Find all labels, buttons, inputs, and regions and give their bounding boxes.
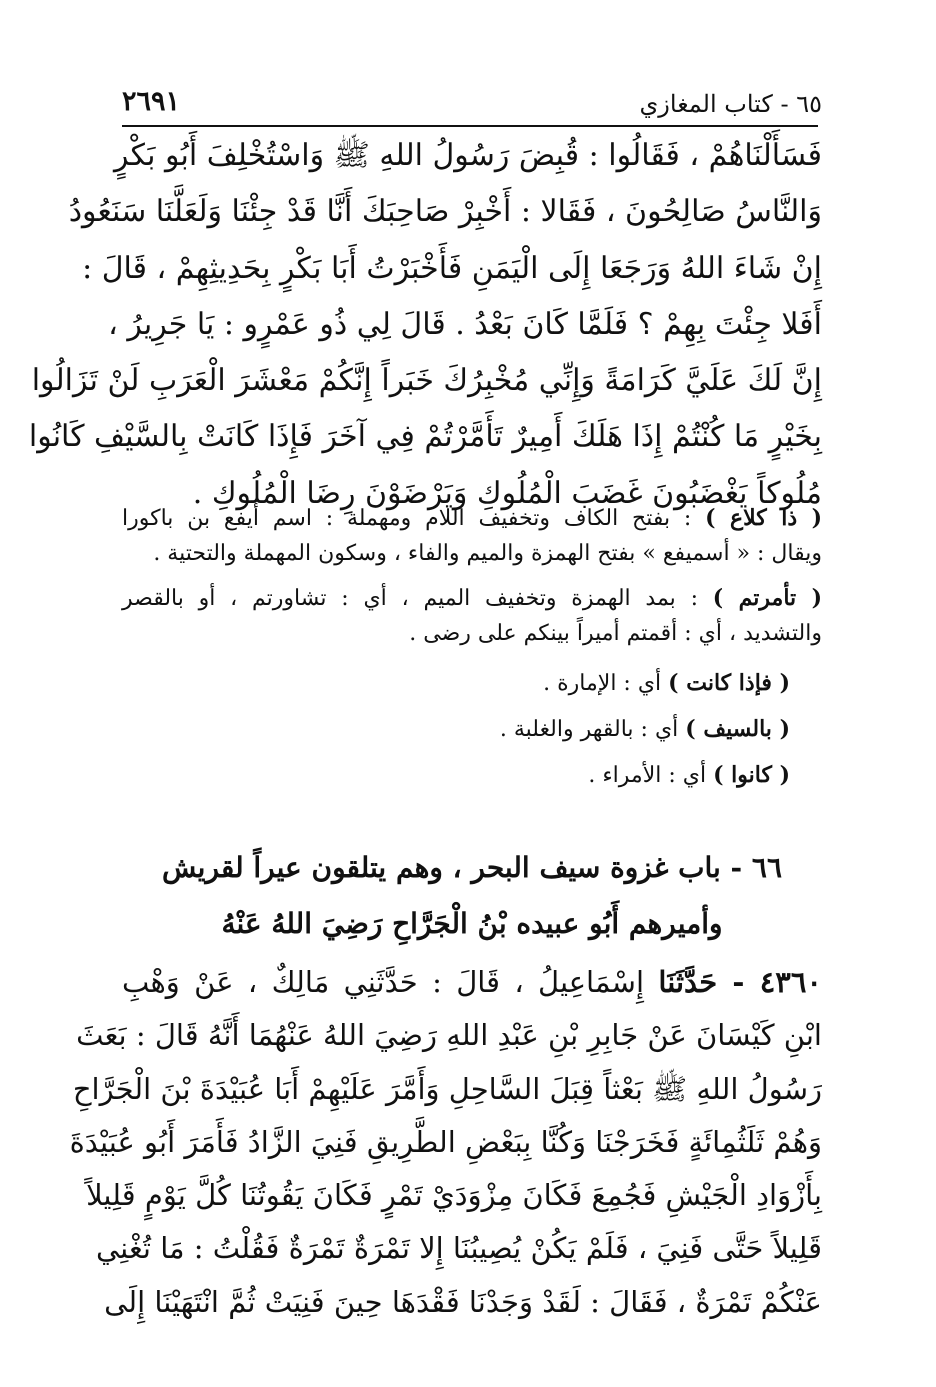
text-line	[122, 956, 822, 1009]
note-line	[122, 500, 822, 536]
note-text: : بفتح الكاف وتخفيف اللام ومهملة : اسم أيفع بن باكورا	[122, 506, 706, 531]
text-line: إِنْ شَاءَ اللهُ وَرَجَعَا إِلَى الْيَمَنِ فَأَخْبَرْتُ أَبَا بَكْرٍ بِحَدِيثِهِمْ ، قَالَ :	[82, 250, 822, 286]
hadith-number: ٤٣٦٠ - حَدَّثَنَا	[658, 965, 822, 999]
note-line	[122, 580, 822, 616]
section-subtitle: وأميرهم أَبُو عبيده بْنُ الْجَرَّاحِ رَضِيَ اللهُ عَنْهُ	[221, 907, 723, 940]
text-line: وَالنَّاسُ صَالِحُونَ ، فَقَالا : أَخْبِرْ صَاحِبَكَ أَنَّا قَدْ جِئْنَا وَلَعَلَّنَا سَنَعُودُ	[68, 194, 822, 230]
note-line: ويقال : « أسميفع » بفتح الهمزة والميم والفاء ، وسكون المهملة والتحتية .	[153, 541, 822, 566]
text-line: أَفَلا جِئْتَ بِهِمْ ؟ فَلَمَّا كَانَ بَعْدُ . قَالَ لِي ذُو عَمْرٍو : يَا جَرِيرُ ،	[108, 306, 822, 342]
note-line	[122, 660, 822, 706]
note-text: أي : الأمراء .	[588, 763, 714, 788]
note-term: ( فإذا كانت )	[668, 670, 790, 696]
note-line	[122, 706, 822, 752]
main-text	[28, 128, 822, 522]
page-header	[122, 86, 822, 126]
chapter-title: ٦٥ - كتاب المغازي	[639, 90, 822, 118]
note-term: ( بالسيف )	[685, 716, 790, 742]
text-line: رَسُولُ اللهِ ﷺ بَعْثاً قِبَلَ السَّاحِلِ وَأَمَّرَ عَلَيْهِمْ أَبَا عُبَيْدَةَ بْنَ الْجَرَّاحِ	[72, 1071, 822, 1106]
note-text: : بمد الهمزة وتخفيف الميم ، أي : تشاورتم ، أو بالقصر	[122, 586, 713, 611]
note-text: أي : بالقهر والغلبة .	[499, 717, 686, 742]
text-line: قَلِيلاً حَتَّى فَنِيَ ، فَلَمْ يَكُنْ يُصِيبُنَا إِلا تَمْرَةٌ تَمْرَةٌ فَقُلْتُ : مَا تُغْنِي	[96, 1231, 822, 1266]
footnotes	[122, 500, 822, 798]
text-line: بِأَزْوَادِ الْجَيْشِ فَجُمِعَ فَكَانَ مِزْوَدَيْ تَمْرٍ فَكَانَ يَقُوتُنَا كُلَّ يَوْمٍ قَلِيلاً	[86, 1178, 822, 1213]
note-term: ( ذا كلاع )	[705, 505, 822, 531]
header-rule	[122, 125, 818, 127]
text-line: مُلُوكاً يَغْضَبُونَ غَضَبَ الْمُلُوكِ وَيَرْضَوْنَ رِضَا الْمُلُوكِ .	[192, 475, 822, 511]
section-heading	[122, 840, 822, 952]
hadith-text	[69, 956, 822, 1329]
text-line: عَنْكُمْ تَمْرَةٌ ، فَقَالَ : لَقَدْ وَجَدْنَا فَقْدَهَا حِينَ فَنِيَتْ ثُمَّ انْتَهَيْنَا إِلَى	[104, 1284, 822, 1319]
note-term: ( تأمرتم )	[712, 585, 822, 611]
text-line: إِنَّ لَكَ عَلَيَّ كَرَامَةً وَإِنِّي مُخْبِرُكَ خَبَراً إِنَّكُمْ مَعْشَرَ الْعَرَبِ لَنْ تَزَالُوا	[31, 363, 822, 399]
note-text: أي : الإمارة .	[543, 671, 669, 696]
text-line: ابْنِ كَيْسَانَ عَنْ جَابِرِ بْنِ عَبْدِ اللهِ رَضِيَ اللهُ عَنْهُمَا أَنَّهُ قَالَ : بَعَثَ	[76, 1018, 822, 1053]
text-line: وَهُمْ ثَلَثُمِائَةٍ فَخَرَجْنَا وَكُنَّا بِبَعْضِ الطَّرِيقِ فَنِيَ الزَّادُ فَأَمَرَ أَبُو عُبَيْدَةَ	[69, 1124, 822, 1159]
text-segment: إِسْمَاعِيلُ ، قَالَ : حَدَّثَنِي مَالِكٌ ، عَنْ وَهْبِ	[122, 965, 659, 999]
page-number: ٢٦٩١	[122, 86, 181, 117]
note-line	[122, 752, 822, 798]
text-line: فَسَأَلْنَاهُمْ ، فَقَالُوا : قُبِضَ رَسُولُ اللهِ ﷺ وَاسْتُخْلِفَ أَبُو بَكْرٍ	[114, 138, 822, 173]
note-term: ( كانوا )	[713, 762, 790, 788]
section-title: ٦٦ - باب غزوة سيف البحر ، وهم يتلقون عيراً لقريش	[161, 851, 782, 884]
note-line: والتشديد ، أي : أقمتم أميراً بينكم على رضى .	[409, 621, 822, 646]
text-line: بِخَيْرٍ مَا كُنْتُمْ إِذَا هَلَكَ أَمِيرٌ تَأَمَّرْتُمْ فِي آخَرَ فَإِذَا كَانَتْ بِالسَّيْفِ كَانُوا	[28, 419, 822, 455]
